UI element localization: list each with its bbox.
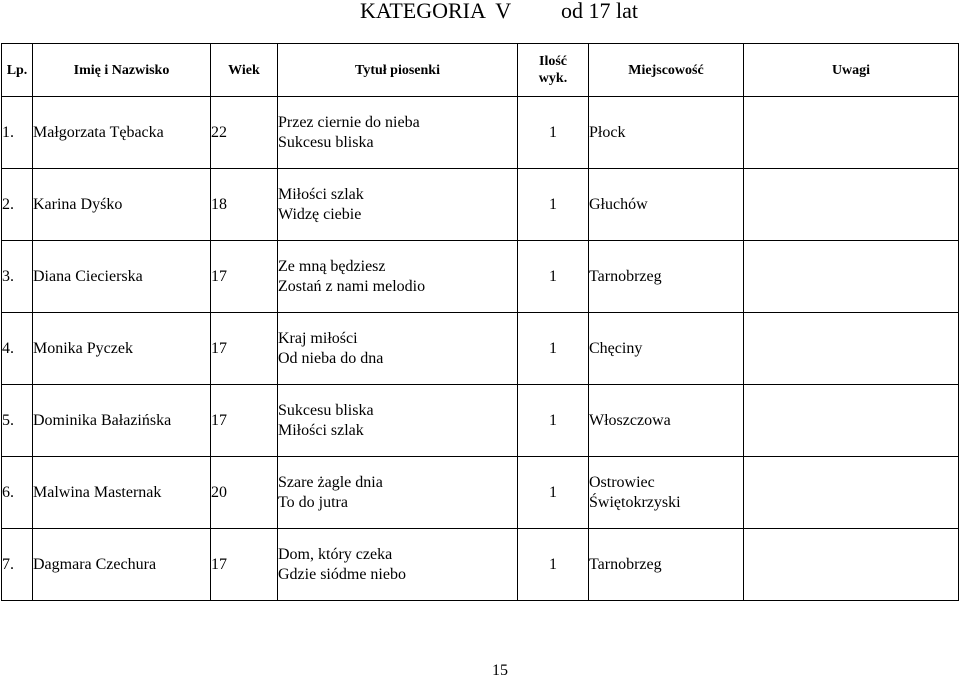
table-header-row bbox=[2, 44, 959, 97]
row-songs bbox=[278, 313, 518, 385]
table-row bbox=[2, 97, 959, 169]
row-songs bbox=[278, 241, 518, 313]
row-count: 1 bbox=[518, 313, 589, 385]
row-lp: 6. bbox=[2, 457, 33, 529]
row-notes bbox=[744, 241, 959, 313]
row-age: 17 bbox=[211, 385, 278, 457]
row-name: Malwina Masternak bbox=[33, 457, 211, 529]
column-header-name: Imię i Nazwisko bbox=[33, 44, 211, 97]
table-row bbox=[2, 385, 959, 457]
row-song-1: Ze mną będziesz bbox=[278, 257, 386, 275]
column-header-lp: Lp. bbox=[2, 44, 33, 97]
row-age: 18 bbox=[211, 169, 278, 241]
row-count: 1 bbox=[518, 241, 589, 313]
row-lp: 2. bbox=[2, 169, 33, 241]
row-song-1: Sukcesu bliska bbox=[278, 401, 374, 419]
row-songs bbox=[278, 529, 518, 601]
row-count: 1 bbox=[518, 169, 589, 241]
row-song-1: Przez ciernie do nieba bbox=[278, 113, 420, 131]
row-age: 17 bbox=[211, 241, 278, 313]
column-header-count-line2: wyk. bbox=[538, 71, 568, 86]
document-title bbox=[0, 0, 960, 31]
table-row bbox=[2, 169, 959, 241]
row-name: Małgorzata Tębacka bbox=[33, 97, 211, 169]
row-name: Monika Pyczek bbox=[33, 313, 211, 385]
table-row bbox=[2, 529, 959, 601]
row-name: Dominika Bałazińska bbox=[33, 385, 211, 457]
column-header-count bbox=[518, 44, 589, 97]
row-lp: 7. bbox=[2, 529, 33, 601]
row-lp: 1. bbox=[2, 97, 33, 169]
column-header-age: Wiek bbox=[211, 44, 278, 97]
table-row bbox=[2, 457, 959, 529]
row-song-2: Gdzie siódme niebo bbox=[278, 565, 406, 583]
column-header-place: Miejscowość bbox=[589, 44, 744, 97]
row-lp: 3. bbox=[2, 241, 33, 313]
row-place: Chęciny bbox=[589, 313, 744, 385]
row-name: Karina Dyśko bbox=[33, 169, 211, 241]
row-count: 1 bbox=[518, 529, 589, 601]
age-range-title: od 17 lat bbox=[561, 0, 638, 23]
row-age: 22 bbox=[211, 97, 278, 169]
row-notes bbox=[744, 97, 959, 169]
row-count: 1 bbox=[518, 385, 589, 457]
row-song-2: Od nieba do dna bbox=[278, 349, 384, 367]
row-songs bbox=[278, 97, 518, 169]
row-place: Płock bbox=[589, 97, 744, 169]
row-song-2: Sukcesu bliska bbox=[278, 133, 374, 151]
row-age: 17 bbox=[211, 529, 278, 601]
table-row bbox=[2, 313, 959, 385]
row-notes bbox=[744, 457, 959, 529]
row-notes bbox=[744, 313, 959, 385]
column-header-notes: Uwagi bbox=[744, 44, 959, 97]
row-song-2: To do jutra bbox=[278, 493, 348, 511]
row-lp: 4. bbox=[2, 313, 33, 385]
row-notes bbox=[744, 385, 959, 457]
row-name: Dagmara Czechura bbox=[33, 529, 211, 601]
row-place: Ostrowiec Świętokrzyski bbox=[589, 457, 744, 529]
row-age: 20 bbox=[211, 457, 278, 529]
row-song-2: Miłości szlak bbox=[278, 421, 364, 439]
row-song-1: Szare żagle dnia bbox=[278, 473, 383, 491]
row-notes bbox=[744, 169, 959, 241]
column-header-count-line1: Ilość bbox=[539, 54, 567, 69]
row-song-1: Kraj miłości bbox=[278, 329, 358, 347]
page-number: 15 bbox=[492, 662, 508, 679]
category-title: KATEGORIA V bbox=[360, 0, 512, 23]
row-song-1: Miłości szlak bbox=[278, 185, 364, 203]
row-songs bbox=[278, 169, 518, 241]
row-count: 1 bbox=[518, 457, 589, 529]
row-count: 1 bbox=[518, 97, 589, 169]
row-song-1: Dom, który czeka bbox=[278, 545, 393, 563]
row-place: Tarnobrzeg bbox=[589, 241, 744, 313]
row-place: Głuchów bbox=[589, 169, 744, 241]
row-songs bbox=[278, 457, 518, 529]
row-song-2: Widzę ciebie bbox=[278, 205, 362, 223]
table-row bbox=[2, 241, 959, 313]
row-song-2: Zostań z nami melodio bbox=[278, 277, 426, 295]
row-name: Diana Ciecierska bbox=[33, 241, 211, 313]
row-place: Tarnobrzeg bbox=[589, 529, 744, 601]
row-notes bbox=[744, 529, 959, 601]
row-lp: 5. bbox=[2, 385, 33, 457]
row-place: Włoszczowa bbox=[589, 385, 744, 457]
row-age: 17 bbox=[211, 313, 278, 385]
row-songs bbox=[278, 385, 518, 457]
column-header-song: Tytuł piosenki bbox=[278, 44, 518, 97]
participants-table bbox=[1, 43, 959, 601]
